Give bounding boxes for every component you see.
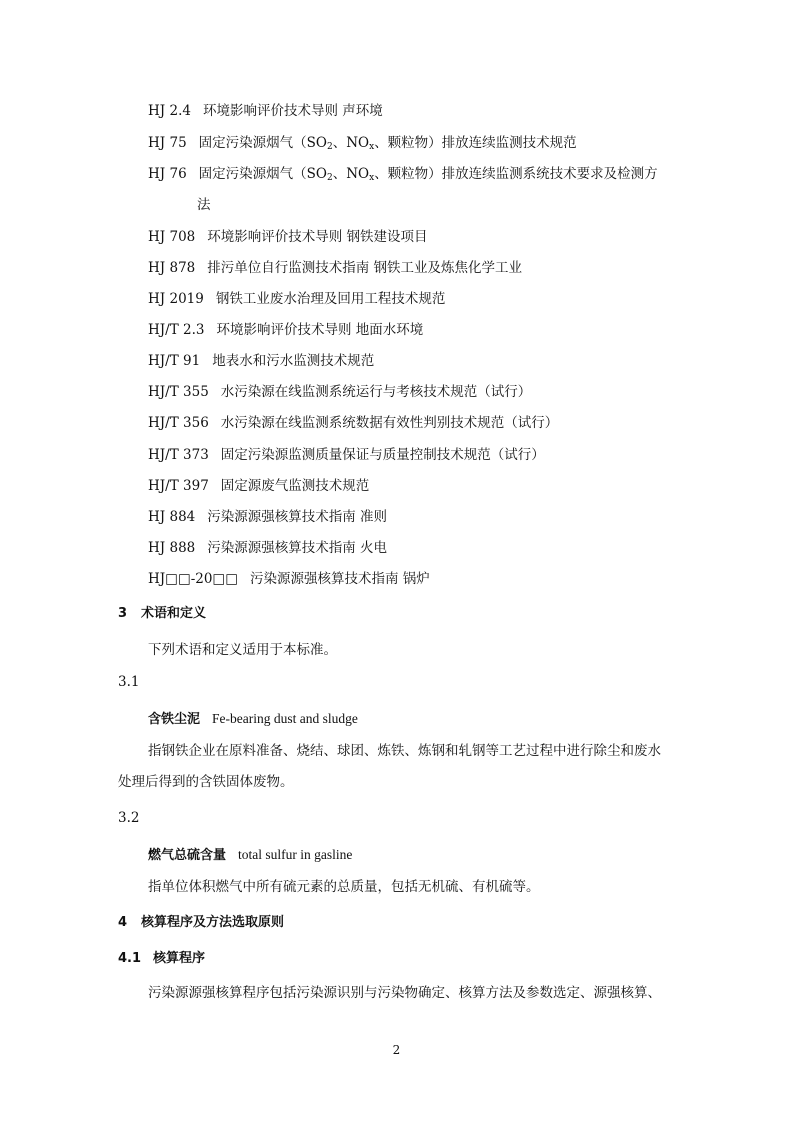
ref-item: HJ/T 397 固定源废气监测技术规范 bbox=[148, 478, 370, 494]
section-intro: 下列术语和定义适用于本标准。 bbox=[148, 642, 337, 658]
ref-item: HJ 884 污染源源强核算技术指南 准则 bbox=[148, 509, 388, 525]
ref-item: HJ/T 355 水污染源在线监测系统运行与考核技术规范（试行） bbox=[148, 384, 532, 400]
ref-item: HJ 708 环境影响评价技术导则 钢铁建设项目 bbox=[148, 229, 428, 245]
ref-item: HJ 76 固定污染源烟气（$SO_2$、$NO_x$、颗粒物）排放连续监测系统技术要求及检测方 bbox=[148, 166, 658, 183]
ref-item: HJ 878 排污单位自行监测技术指南 钢铁工业及炼焦化学工业 bbox=[148, 260, 523, 276]
ref-item: HJ/T 356 水污染源在线监测系统数据有效性判别技术规范（试行） bbox=[148, 415, 559, 431]
term-name: 含铁尘泥 Fe-bearing dust and sludge bbox=[148, 711, 358, 727]
subsection-heading: 4.1 核算程序 bbox=[118, 951, 206, 966]
term-definition: 指钢铁企业在原料准备、烧结、球团、炼铁、炼钢和轧钢等工艺过程中进行除尘和废水 bbox=[148, 743, 661, 759]
term-definition-cont: 处理后得到的含铁固体废物。 bbox=[118, 774, 294, 790]
ref-item: HJ□□-20□□ 污染源源强核算技术指南 锅炉 bbox=[148, 571, 430, 587]
term-name: 燃气总硫含量 total sulfur in gasline bbox=[148, 847, 353, 863]
ref-item-continuation: 法 bbox=[197, 197, 211, 213]
ref-item: HJ 75 固定污染源烟气（$SO_2$、$NO_x$、颗粒物）排放连续监测技术规范 bbox=[148, 135, 577, 152]
term-number: 3.2 bbox=[118, 810, 140, 826]
term-definition: 指单位体积燃气中所有硫元素的总质量，包括无机硫、有机硫等。 bbox=[148, 879, 540, 895]
ref-item: HJ/T 91 地表水和污水监测技术规范 bbox=[148, 353, 375, 369]
body-paragraph: 污染源源强核算程序包括污染源识别与污染物确定、核算方法及参数选定、源强核算、 bbox=[148, 985, 661, 1001]
ref-item: HJ/T 373 固定污染源监测质量保证与质量控制技术规范（试行） bbox=[148, 447, 545, 463]
ref-item: HJ 2.4 环境影响评价技术导则 声环境 bbox=[148, 103, 383, 119]
term-number: 3.1 bbox=[118, 674, 140, 690]
ref-item: HJ 888 污染源源强核算技术指南 火电 bbox=[148, 540, 388, 556]
section-heading: 4 核算程序及方法选取原则 bbox=[118, 915, 285, 930]
ref-item: HJ/T 2.3 环境影响评价技术导则 地面水环境 bbox=[148, 322, 424, 338]
section-heading: 3 术语和定义 bbox=[118, 606, 207, 621]
page-number: 2 bbox=[392, 1043, 401, 1057]
ref-item: HJ 2019 钢铁工业废水治理及回用工程技术规范 bbox=[148, 291, 446, 307]
